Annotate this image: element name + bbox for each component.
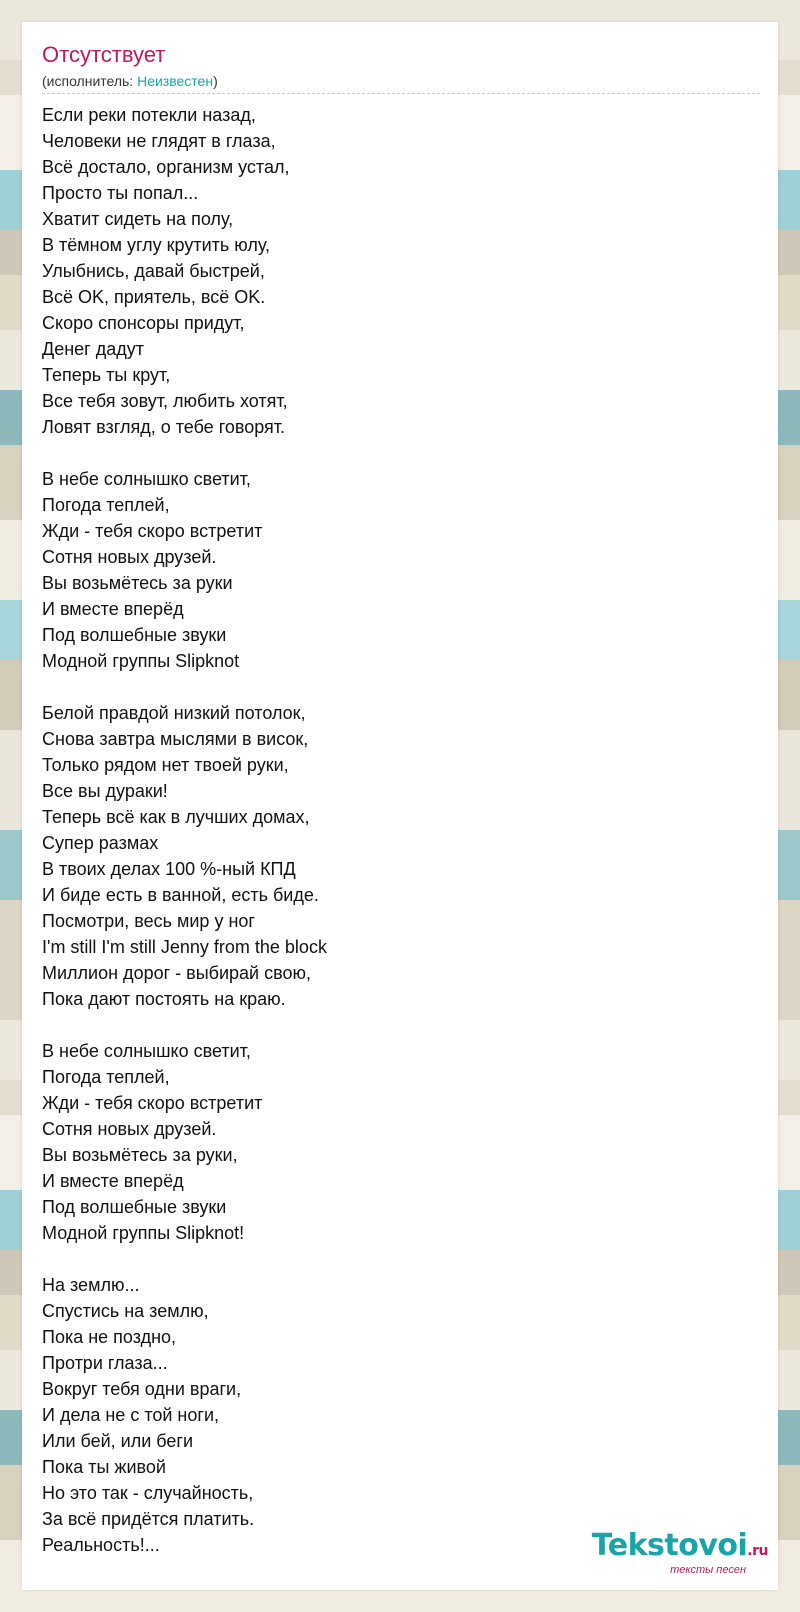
lyric-line: И вместе вперёд <box>42 599 184 619</box>
lyric-line: Спустись на землю, <box>42 1301 209 1321</box>
lyric-line: Всё достало, организм устал, <box>42 157 290 177</box>
lyric-line: Денег дадут <box>42 339 144 359</box>
lyric-line: На землю... <box>42 1275 140 1295</box>
lyric-line: Человеки не глядят в глаза, <box>42 131 276 151</box>
lyric-line: Реальность!... <box>42 1535 160 1555</box>
lyric-line: Сотня новых друзей. <box>42 547 217 567</box>
logo-tagline: тексты песен <box>670 1564 746 1576</box>
lyric-line: Ловят взгляд, о тебе говорят. <box>42 417 286 437</box>
lyric-line: И биде есть в ванной, есть биде. <box>42 885 319 905</box>
lyric-line: Теперь всё как в лучших домах, <box>42 807 310 827</box>
lyric-line: Модной группы Slipknot <box>42 651 240 671</box>
lyric-line: В твоих делах 100 %-ный КПД <box>42 859 296 879</box>
lyric-line: Белой правдой низкий потолок, <box>42 703 306 723</box>
subtitle-suffix: ) <box>213 73 218 89</box>
lyric-line: Пока не поздно, <box>42 1327 177 1347</box>
lyric-line: Вы возьмётесь за руки <box>42 573 233 593</box>
site-logo[interactable] <box>591 1528 768 1576</box>
song-subtitle <box>42 72 218 90</box>
artist-link[interactable]: Неизвестен <box>137 73 214 89</box>
lyric-line: Скоро спонсоры придут, <box>42 313 245 333</box>
lyric-line: Посмотри, весь мир у ног <box>42 911 255 931</box>
subtitle-prefix: (исполнитель: <box>42 73 138 89</box>
lyric-line: И дела не с той ноги, <box>42 1405 220 1425</box>
lyric-line: I'm still I'm still Jenny from the block <box>42 937 327 957</box>
lyrics-stanza <box>42 700 742 1012</box>
lyric-line: Жди - тебя скоро встретит <box>42 1093 263 1113</box>
lyrics-stanza <box>42 466 742 674</box>
lyric-line: Пока дают постоять на краю. <box>42 989 286 1009</box>
lyric-line: Улыбнись, давай быстрей, <box>42 261 265 281</box>
lyric-line: Всё OK, приятель, всё OK. <box>42 287 266 307</box>
lyric-line: Погода теплей, <box>42 495 170 515</box>
lyrics-stanza <box>42 1038 742 1246</box>
lyric-line: Вы возьмётесь за руки, <box>42 1145 238 1165</box>
title-divider <box>42 93 760 94</box>
lyric-line: Но это так - случайность, <box>42 1483 254 1503</box>
lyric-line: Или бей, или беги <box>42 1431 194 1451</box>
lyric-line: Миллион дорог - выбирай свою, <box>42 963 311 983</box>
lyric-line: Если реки потекли назад, <box>42 105 256 125</box>
lyric-line: Пока ты живой <box>42 1457 166 1477</box>
song-title: Отсутствует <box>42 42 166 67</box>
lyric-line: Хватит сидеть на полу, <box>42 209 234 229</box>
lyric-line: Сотня новых друзей. <box>42 1119 217 1139</box>
lyrics-stanza <box>42 1272 742 1558</box>
lyric-line: Супер размах <box>42 833 159 853</box>
lyric-line: Только рядом нет твоей руки, <box>42 755 289 775</box>
lyric-line: В небе солнышко светит, <box>42 1041 251 1061</box>
lyric-line: Теперь ты крут, <box>42 365 171 385</box>
lyric-line: В небе солнышко светит, <box>42 469 251 489</box>
logo-tld: .ru <box>747 1543 768 1559</box>
lyric-line: Все тебя зовут, любить хотят, <box>42 391 288 411</box>
logo-name: Tekstovoi <box>591 1528 748 1563</box>
lyric-line: Просто ты попал... <box>42 183 199 203</box>
lyrics-stanza <box>42 102 742 440</box>
lyric-line: За всё придётся платить. <box>42 1509 255 1529</box>
lyric-line: Снова завтра мыслями в висок, <box>42 729 309 749</box>
lyric-line: Погода теплей, <box>42 1067 170 1087</box>
lyric-line: Вокруг тебя одни враги, <box>42 1379 242 1399</box>
lyric-line: И вместе вперёд <box>42 1171 184 1191</box>
lyric-line: В тёмном углу крутить юлу, <box>42 235 271 255</box>
lyric-line: Под волшебные звуки <box>42 625 227 645</box>
lyrics-card <box>22 22 778 1590</box>
lyric-line: Модной группы Slipknot! <box>42 1223 245 1243</box>
lyric-line: Протри глаза... <box>42 1353 168 1373</box>
lyric-line: Все вы дураки! <box>42 781 168 801</box>
lyrics-body <box>42 102 742 1584</box>
lyric-line: Жди - тебя скоро встретит <box>42 521 263 541</box>
lyric-line: Под волшебные звуки <box>42 1197 227 1217</box>
